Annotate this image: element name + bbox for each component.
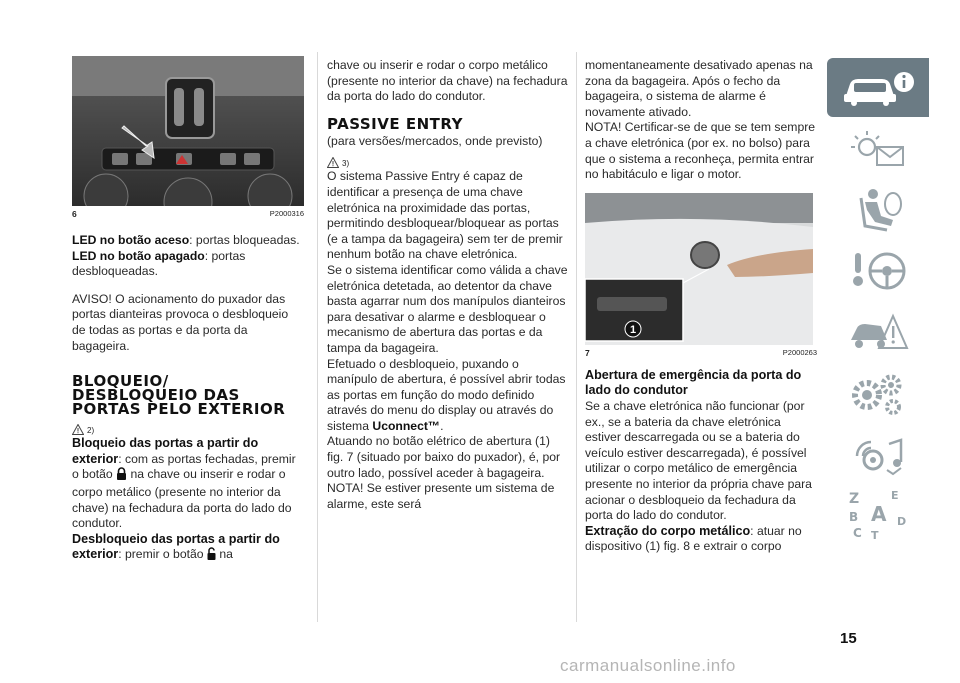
column-3 bbox=[585, 58, 817, 555]
nota-paragraph: NOTA! Se estiver presente um sistema de alarme, este será bbox=[327, 481, 555, 511]
lock-icon bbox=[116, 467, 127, 485]
index-letter: Z bbox=[849, 490, 860, 507]
tab-index[interactable] bbox=[827, 485, 929, 544]
extraction-label: Extração do corpo metálico bbox=[585, 523, 751, 538]
figure-6-dashboard-photo bbox=[72, 56, 304, 206]
led-on-paragraph bbox=[72, 233, 304, 249]
led-off-label: LED no botão apagado bbox=[72, 248, 205, 263]
continuation-paragraph: chave ou inserir e rodar o corpo metálico (presente no interior da chave) na fechadura da porta do lado do condutor. bbox=[327, 58, 568, 104]
index-letter: T bbox=[871, 528, 879, 542]
tab-safety[interactable] bbox=[827, 180, 929, 239]
car-crash-icon bbox=[843, 308, 913, 356]
uconnect-label: Uconnect™ bbox=[372, 418, 441, 433]
chapter-tabs bbox=[827, 58, 929, 546]
figure-7-caption bbox=[585, 348, 817, 358]
figure-number: 7 bbox=[585, 347, 590, 358]
emergency-subheading: Abertura de emergência da porta do lado do condutor bbox=[585, 367, 802, 398]
warning-triangle-icon bbox=[72, 424, 84, 435]
column-2 bbox=[327, 58, 569, 512]
warning-ref-number: 3) bbox=[342, 159, 350, 169]
page-number: 15 bbox=[840, 630, 857, 647]
tab-emergency[interactable] bbox=[827, 302, 929, 361]
led-off-paragraph bbox=[72, 249, 304, 280]
airbag-seat-icon bbox=[843, 186, 913, 234]
figure-code: P2000316 bbox=[269, 209, 304, 218]
p4-text-a: Efetuado o desbloqueio, puxando o manípulo de abertura, é possível abrir todas as portas em função do modo definido através do menu do display ou através do sistema bbox=[327, 356, 566, 433]
column-divider bbox=[576, 52, 577, 622]
desbloqueio-subheading: Desbloqueio das portas a partir do exterior bbox=[72, 531, 280, 562]
watermark: carmanualsonline.info bbox=[560, 656, 736, 675]
warning-reference bbox=[327, 152, 569, 168]
tab-multimedia[interactable] bbox=[827, 424, 929, 483]
tab-warning-lights[interactable] bbox=[827, 119, 929, 178]
index-letter: E bbox=[891, 488, 899, 502]
bloqueio-subheading: Bloqueio das portas a partir do exterior bbox=[72, 436, 259, 466]
index-letter: D bbox=[897, 514, 907, 528]
bloqueio-paragraph bbox=[72, 436, 304, 532]
led-on-label: LED no botão aceso bbox=[72, 233, 190, 247]
led-off-text: : portas desbloqueadas. bbox=[72, 248, 246, 279]
index-letter: A bbox=[871, 501, 887, 526]
column-1 bbox=[72, 0, 304, 565]
passive-entry-p3 bbox=[327, 357, 569, 435]
warning-ref-number: 2) bbox=[87, 426, 95, 436]
emergency-paragraph: Se a chave eletrónica não funcionar (por ex., se a bateria da chave eletrónica estiver descarregada ou se a bateria do veículo estiver descarregada), é possível utilizar o corpo metálico de emergência presente no interior da própria chave para acionar o desbloqueio da fechadura da porta do lado do condutor. bbox=[585, 398, 812, 523]
passive-entry-p2: Se o sistema identificar como válida a chave eletrónica detetada, ao detentor da chave basta agarrar num dos manípulos dianteiros para desativar o alarme e desbloquear o mecanismo de abertura das portas e da tampa da bagageira. bbox=[327, 262, 568, 355]
desbloqueio-text-a: : premir o botão bbox=[118, 547, 207, 562]
column-divider bbox=[317, 52, 318, 622]
passive-entry-p4: Atuando no botão elétrico de abertura (1) fig. 7 (situado por baixo do puxador), é, por outro lado, possível aceder à bagageira. bbox=[327, 434, 561, 480]
car-info-icon bbox=[838, 66, 918, 110]
gears-icon bbox=[843, 369, 913, 417]
figure-code: P2000263 bbox=[782, 347, 817, 357]
aviso-paragraph: AVISO! O acionamento do puxador das portas dianteiras provoca o desbloqueio de todas as portas e da porta da bagageira. bbox=[72, 291, 289, 353]
alphabet-index-icon bbox=[841, 487, 915, 543]
bloqueio-text-a: : com as portas fechadas, premir o botão bbox=[72, 451, 296, 482]
section-title-bloqueio: BLOQUEIO/ DESBLOQUEIO DAS PORTAS PELO EXTERIOR bbox=[72, 372, 286, 419]
dashboard-illustration bbox=[72, 56, 304, 206]
warning-light-icon bbox=[843, 127, 913, 171]
warning-triangle-icon bbox=[327, 157, 339, 168]
extraction-text: : atuar no dispositivo (1) fig. 8 e extrair o corpo bbox=[585, 523, 802, 554]
p4-text-b: . bbox=[440, 418, 444, 433]
desbloqueio-paragraph bbox=[72, 532, 304, 565]
index-letter: C bbox=[853, 525, 862, 540]
trunk-illustration bbox=[585, 193, 813, 345]
bloqueio-text-b: na chave ou inserir e rodar o corpo metálico (presente no interior da chave) na fechadura da porta do lado do condutor. bbox=[72, 467, 292, 531]
continuation-paragraph: momentaneamente desativado apenas na zona da bagageira. Após o fecho da bagageira, o sistema de alarme é novamente ativado. bbox=[585, 58, 813, 119]
section-title-passive-entry: PASSIVE ENTRY bbox=[327, 114, 463, 133]
tab-maintenance[interactable] bbox=[827, 363, 929, 422]
passive-entry-scope: (para versões/mercados, onde previsto) bbox=[327, 133, 543, 148]
index-letter: B bbox=[849, 509, 859, 524]
desbloqueio-text-b: na bbox=[215, 547, 233, 562]
led-on-text: : portas bloqueadas. bbox=[189, 233, 300, 247]
figure-number: 6 bbox=[72, 209, 77, 219]
callout-1: 1 bbox=[629, 323, 637, 336]
extraction-paragraph bbox=[585, 524, 817, 555]
warning-reference bbox=[72, 419, 304, 435]
nota-paragraph: NOTA! Certificar-se de que se tem sempre a chave eletrónica (por ex. no bolso) para que o sistema a reconheça, permita entrar no habitáculo e ligar o motor. bbox=[585, 120, 816, 182]
tab-car-info[interactable] bbox=[827, 58, 929, 117]
multimedia-icon bbox=[843, 430, 913, 478]
tab-driving[interactable] bbox=[827, 241, 929, 300]
figure-6-caption bbox=[72, 209, 304, 219]
steering-wheel-icon bbox=[843, 247, 913, 295]
passive-entry-p1: O sistema Passive Entry é capaz de identificar a presença de uma chave eletrónica na proximidade das portas, permitindo desbloquear/bloquear as portas (e a tampa da bagageira) sem ter de premir nenhum botão na chave eletrónica. bbox=[327, 169, 563, 262]
figure-7-trunk-photo bbox=[585, 193, 813, 345]
unlock-icon bbox=[207, 547, 216, 565]
